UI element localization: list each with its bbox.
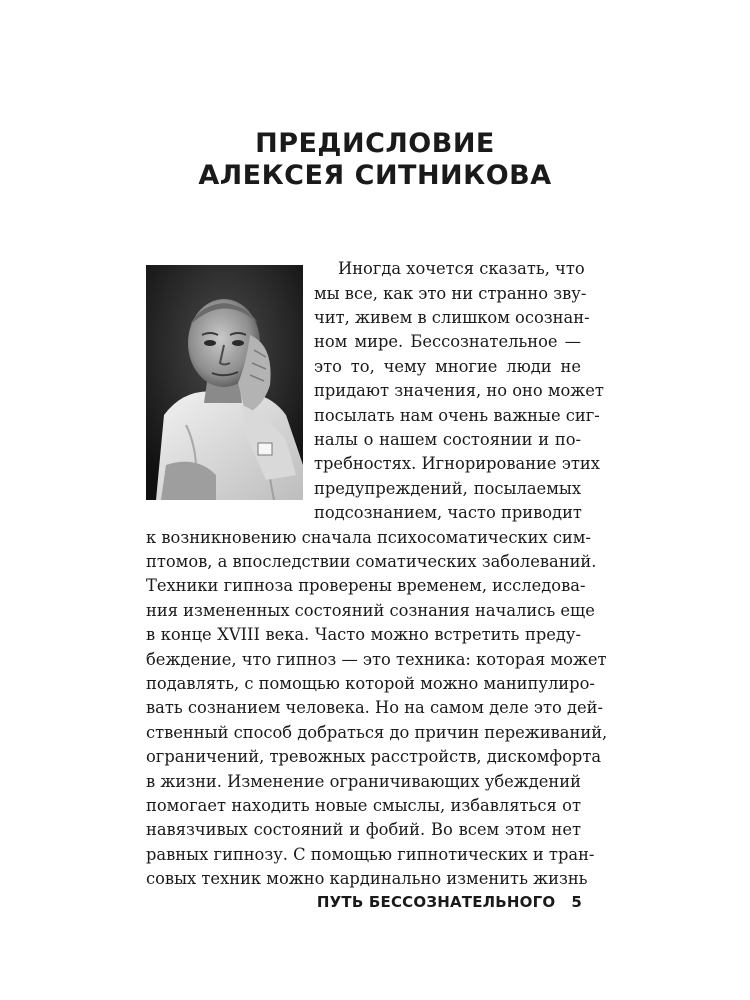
body-text-line: подавлять, с помощью которой можно манипулиро- (146, 674, 595, 693)
body-text-line: равных гипнозу. С помощью гипнотических и тран- (146, 845, 595, 864)
body-text-line: ном мире. Бессознательное — (314, 332, 581, 351)
body-text-line: придают значения, но оно может (314, 381, 604, 400)
body-text-line: ственный способ добраться до причин переживаний, (146, 723, 608, 742)
body-text-line: совых техник можно кардинально изменить жизнь (146, 869, 588, 888)
body-text-line: чит, живем в слишком осознан- (314, 308, 590, 327)
body-text-line: ограничений, тревожных расстройств, дискомфорта (146, 747, 602, 766)
page-number: 5 (571, 893, 582, 911)
body-text-line: подсознанием, часто приводит (314, 503, 582, 522)
body-text-line: Иногда хочется сказать, что (338, 259, 585, 278)
body-text-line: навязчивых состояний и фобий. Во всем этом нет (146, 820, 581, 839)
body-text-line: предупреждений, посылаемых (314, 479, 581, 498)
body-text-line: в жизни. Изменение ограничивающих убеждений (146, 772, 581, 791)
body-text-line: посылать нам очень важные сиг- (314, 406, 600, 425)
body-text-line: к возникновению сначала психосоматических сим- (146, 528, 591, 547)
body-text-line: Техники гипноза проверены временем, исследова- (146, 576, 586, 595)
body-text-line: это то, чему многие люди не (314, 357, 581, 376)
body-text-line: требностях. Игнорирование этих (314, 454, 600, 473)
body-text-line: беждение, что гипноз — это техника: которая может (146, 650, 607, 669)
chapter-title-line-1: ПРЕДИСЛОВИЕ (255, 128, 495, 159)
body-text-line: ния измененных состояний сознания начались еще (146, 601, 595, 620)
body-text-line: вать сознанием человека. Но на самом деле это дей- (146, 698, 604, 717)
running-title: ПУТЬ БЕССОЗНАТЕЛЬНОГО (316, 893, 556, 911)
body-text-line: налы о нашем состоянии и по- (314, 430, 581, 449)
body-text-line: мы все, как это ни странно зву- (314, 284, 587, 303)
body-text-line: в конце XVIII века. Часто можно встретить преду- (146, 625, 581, 644)
body-text-line: птомов, а впоследствии соматических заболеваний. (146, 552, 597, 571)
body-text-line: помогает находить новые смыслы, избавляться от (146, 796, 581, 815)
chapter-title-line-2: АЛЕКСЕЯ СИТНИКОВА (198, 160, 552, 191)
running-footer (317, 893, 582, 911)
author-portrait-photo (146, 265, 303, 500)
